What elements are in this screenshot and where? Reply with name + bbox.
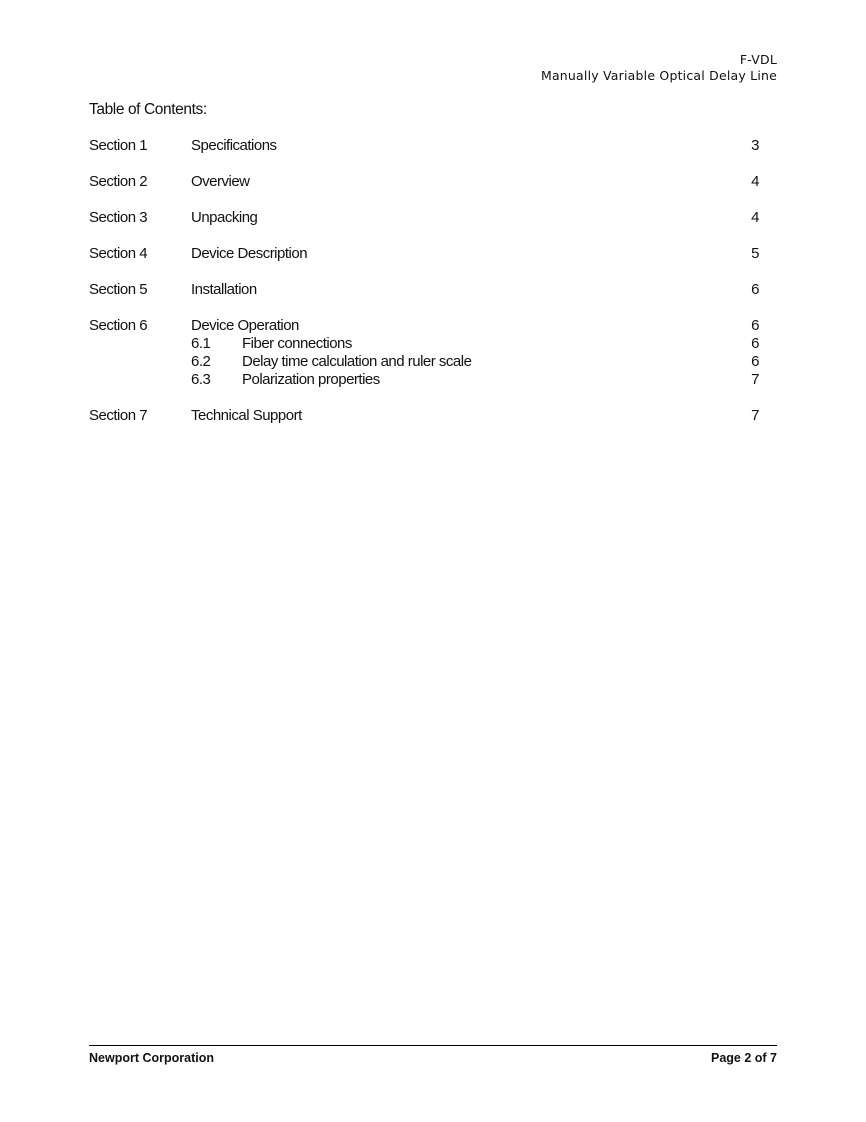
toc-subsection-title: Fiber connections <box>242 335 352 352</box>
toc-page-number: 4 <box>751 209 759 226</box>
toc-section-title: Device Operation <box>191 317 299 334</box>
toc-section-title: Unpacking <box>191 209 258 226</box>
toc-section-label: Section 6 <box>89 317 148 334</box>
header-model: F-VDL <box>739 52 777 67</box>
toc-page-number: 7 <box>751 407 759 424</box>
toc-entry-section-1[interactable] <box>89 137 759 155</box>
toc-subsection-title: Delay time calculation and ruler scale <box>242 353 472 370</box>
toc-page-number: 4 <box>751 173 759 190</box>
footer-page-number: Page 2 of 7 <box>711 1051 777 1065</box>
toc-section-title: Device Description <box>191 245 308 262</box>
toc-entry-subsection-6-1[interactable] <box>89 335 759 353</box>
toc-entry-subsection-6-2[interactable] <box>89 353 759 371</box>
toc-entry-section-5[interactable] <box>89 281 759 299</box>
toc-entry-section-7[interactable] <box>89 407 759 425</box>
toc-subsection-number: 6.2 <box>191 353 211 370</box>
toc-section-title: Overview <box>191 173 250 190</box>
toc-entry-section-2[interactable] <box>89 173 759 191</box>
toc-heading: Table of Contents: <box>89 101 207 118</box>
toc-section-title: Installation <box>191 281 257 298</box>
toc-entry-section-6[interactable] <box>89 317 759 335</box>
toc-page-number: 7 <box>751 371 759 388</box>
footer-divider <box>89 1045 777 1046</box>
toc-page-number: 3 <box>751 137 759 154</box>
toc-section-label: Section 4 <box>89 245 148 262</box>
toc-page-number: 6 <box>751 353 759 370</box>
toc-entry-section-3[interactable] <box>89 209 759 227</box>
toc-section-label: Section 3 <box>89 209 148 226</box>
header-product-title: Manually Variable Optical Delay Line <box>540 68 777 83</box>
toc-entry-section-4[interactable] <box>89 245 759 263</box>
toc-page-number: 6 <box>751 281 759 298</box>
toc-page-number: 5 <box>751 245 759 262</box>
page-header <box>541 52 777 84</box>
toc-section-title: Technical Support <box>191 407 302 424</box>
toc-subsection-number: 6.3 <box>191 371 211 388</box>
toc-entry-subsection-6-3[interactable] <box>89 371 759 389</box>
table-of-contents <box>89 137 759 425</box>
toc-section-label: Section 1 <box>89 137 148 154</box>
toc-section-label: Section 5 <box>89 281 148 298</box>
toc-section-title: Specifications <box>191 137 277 154</box>
toc-subsection-number: 6.1 <box>191 335 211 352</box>
toc-section-label: Section 7 <box>89 407 148 424</box>
toc-page-number: 6 <box>751 335 759 352</box>
toc-page-number: 6 <box>751 317 759 334</box>
footer-company: Newport Corporation <box>89 1051 214 1065</box>
toc-section-label: Section 2 <box>89 173 148 190</box>
toc-subsection-title: Polarization properties <box>242 371 380 388</box>
